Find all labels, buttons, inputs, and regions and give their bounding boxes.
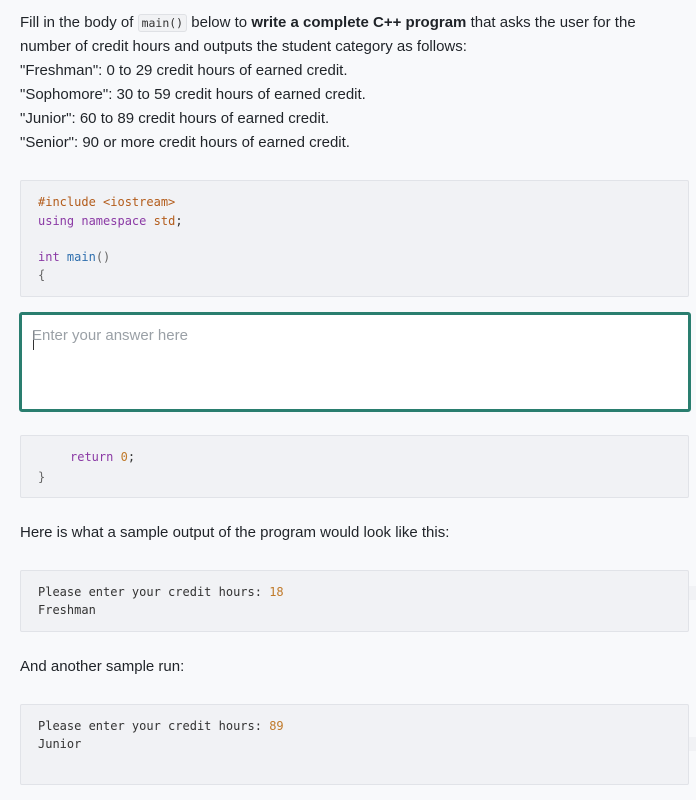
code-token: int bbox=[38, 250, 60, 264]
inline-code-main: main() bbox=[138, 14, 188, 32]
sample-1-prompt-line bbox=[38, 583, 284, 601]
question-prompt bbox=[20, 11, 680, 155]
sample-1-result: Freshman bbox=[38, 603, 96, 617]
code-token: <iostream> bbox=[103, 195, 176, 209]
prompt-bold-text: write a complete C++ program bbox=[251, 14, 467, 31]
prompt-text: below to bbox=[187, 14, 252, 31]
sample-prompt-text: Please enter your credit hours: bbox=[38, 585, 270, 599]
sample-output-intro: Here is what a sample output of the program would look like this: bbox=[20, 524, 450, 541]
sample-prompt-text: Please enter your credit hours: bbox=[38, 719, 270, 733]
code-line-main bbox=[38, 248, 110, 266]
category-junior: "Junior": 60 to 89 credit hours of earned credit. bbox=[20, 110, 330, 127]
sample-input-value: 18 bbox=[269, 585, 284, 599]
answer-input[interactable] bbox=[32, 327, 672, 397]
code-line-return bbox=[70, 448, 135, 466]
code-token: main bbox=[66, 250, 96, 264]
code-line-include bbox=[38, 193, 175, 211]
code-token: ; bbox=[175, 214, 183, 228]
scroll-edge bbox=[689, 737, 696, 751]
code-token: 0 bbox=[120, 450, 128, 464]
prompt-line-2: number of credit hours and outputs the student category as follows: bbox=[20, 38, 467, 55]
code-line-brace-close: } bbox=[38, 470, 46, 484]
category-sophomore: "Sophomore": 30 to 59 credit hours of earned credit. bbox=[20, 86, 366, 103]
code-block-footer bbox=[20, 435, 689, 498]
category-freshman: "Freshman": 0 to 29 credit hours of earned credit. bbox=[20, 62, 348, 79]
sample-2-result: Junior bbox=[38, 737, 82, 751]
code-token: ; bbox=[127, 450, 136, 464]
answer-box[interactable] bbox=[19, 312, 691, 412]
code-token: using bbox=[38, 214, 75, 228]
code-token: return bbox=[70, 450, 114, 464]
sample-output-1 bbox=[20, 570, 689, 632]
code-token: () bbox=[95, 250, 111, 264]
code-token: std bbox=[153, 214, 176, 228]
code-token: namespace bbox=[81, 214, 147, 228]
sample-output-2 bbox=[20, 704, 689, 785]
prompt-line-1 bbox=[20, 11, 680, 35]
prompt-text: Fill in the body of bbox=[20, 14, 138, 31]
prompt-text: that asks the user for the bbox=[466, 14, 636, 31]
another-sample-intro: And another sample run: bbox=[20, 658, 185, 675]
scroll-edge bbox=[689, 586, 696, 600]
sample-input-value: 89 bbox=[269, 719, 284, 733]
code-line-using bbox=[38, 212, 183, 230]
code-token: #include bbox=[38, 195, 96, 209]
sample-2-prompt-line bbox=[38, 717, 284, 735]
code-line-brace-open: { bbox=[38, 268, 46, 282]
category-senior: "Senior": 90 or more credit hours of earned credit. bbox=[20, 134, 350, 151]
code-block-header bbox=[20, 180, 689, 297]
